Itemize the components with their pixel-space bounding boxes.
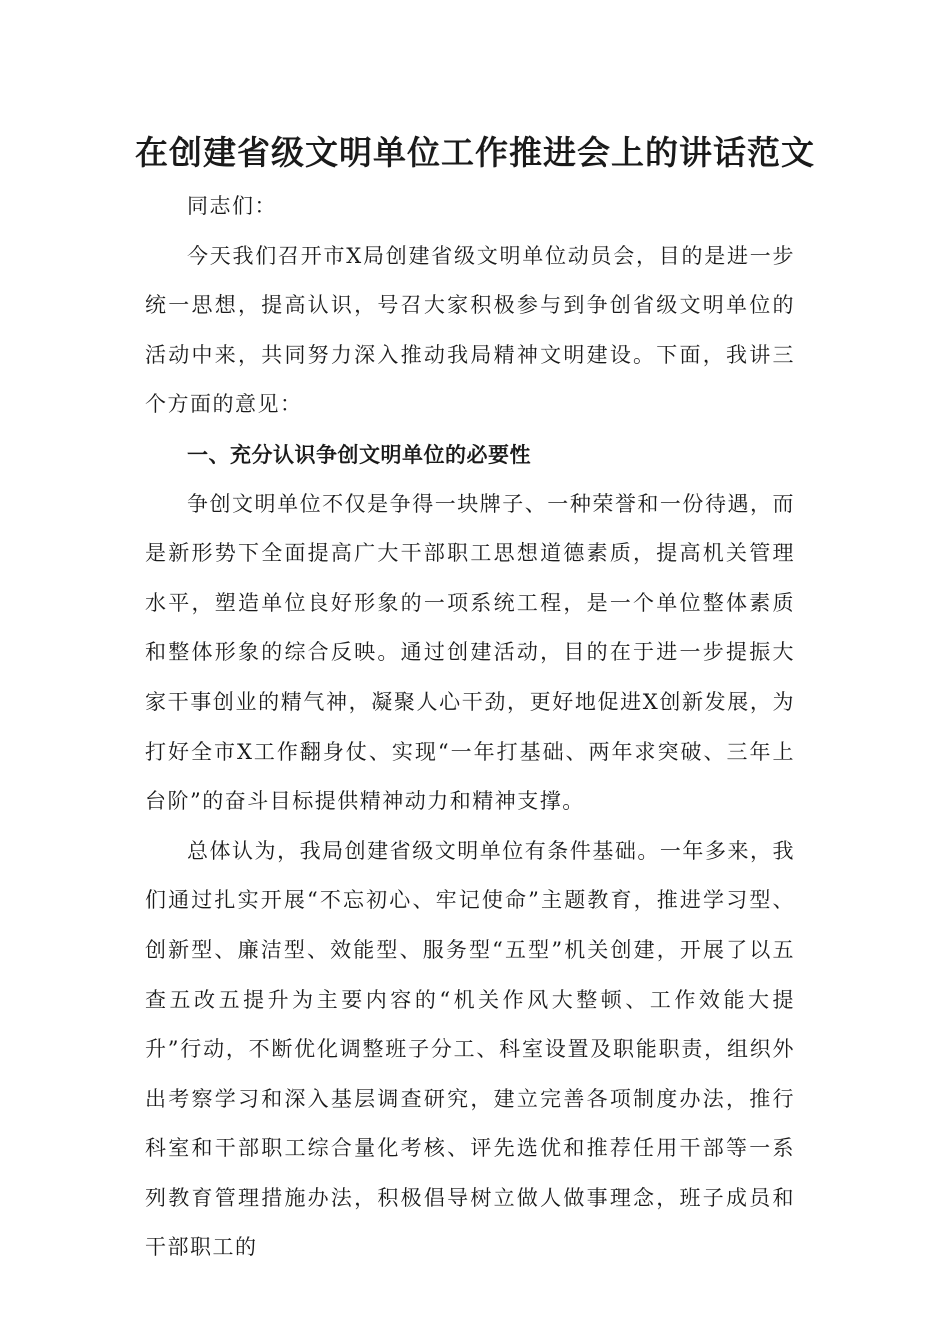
document-body [145, 182, 795, 1273]
paragraph-intro: 今天我们召开市X局创建省级文明单位动员会，目的是进一步统一思想，提高认识，号召大家积极参与到争创省级文明单位的活动中来，共同努力深入推动我局精神文明建设。下面，我讲三个方面的意见： [145, 243, 795, 417]
document-title: 在创建省级文明单位工作推进会上的讲话范文 [135, 133, 815, 172]
section-heading-1: 一、充分认识争创文明单位的必要性 [187, 441, 531, 467]
paragraph-necessity: 争创文明单位不仅是争得一块牌子、一种荣誉和一份待遇，而是新形势下全面提高广大干部职工思想道德素质，提高机关管理水平，塑造单位良好形象的一项系统工程，是一个单位整体素质和整体形象的综合反映。通过创建活动，目的在于进一步提振大家干事创业的精气神，凝聚人心干劲，更好地促进X创新发展，为打好全市X工作翻身仗、实现“一年打基础、两年求突破、三年上台阶”的奋斗目标提供精神动力和精神支撑。 [145, 491, 795, 814]
salutation: 同志们： [187, 194, 277, 218]
paragraph-overall: 总体认为，我局创建省级文明单位有条件基础。一年多来，我们通过扎实开展“不忘初心、牢记使命”主题教育，推进学习型、创新型、廉洁型、效能型、服务型“五型”机关创建，开展了以五查五改五提升为主要内容的“机关作风大整顿、工作效能大提升”行动，不断优化调整班子分工、科室设置及职能职责，组织外出考察学习和深入基层调查研究，建立完善各项制度办法，推行科室和干部职工综合量化考核、评先选优和推荐任用干部等一系列教育管理措施办法，积极倡导树立做人做事理念，班子成员和干部职工的 [145, 838, 795, 1260]
